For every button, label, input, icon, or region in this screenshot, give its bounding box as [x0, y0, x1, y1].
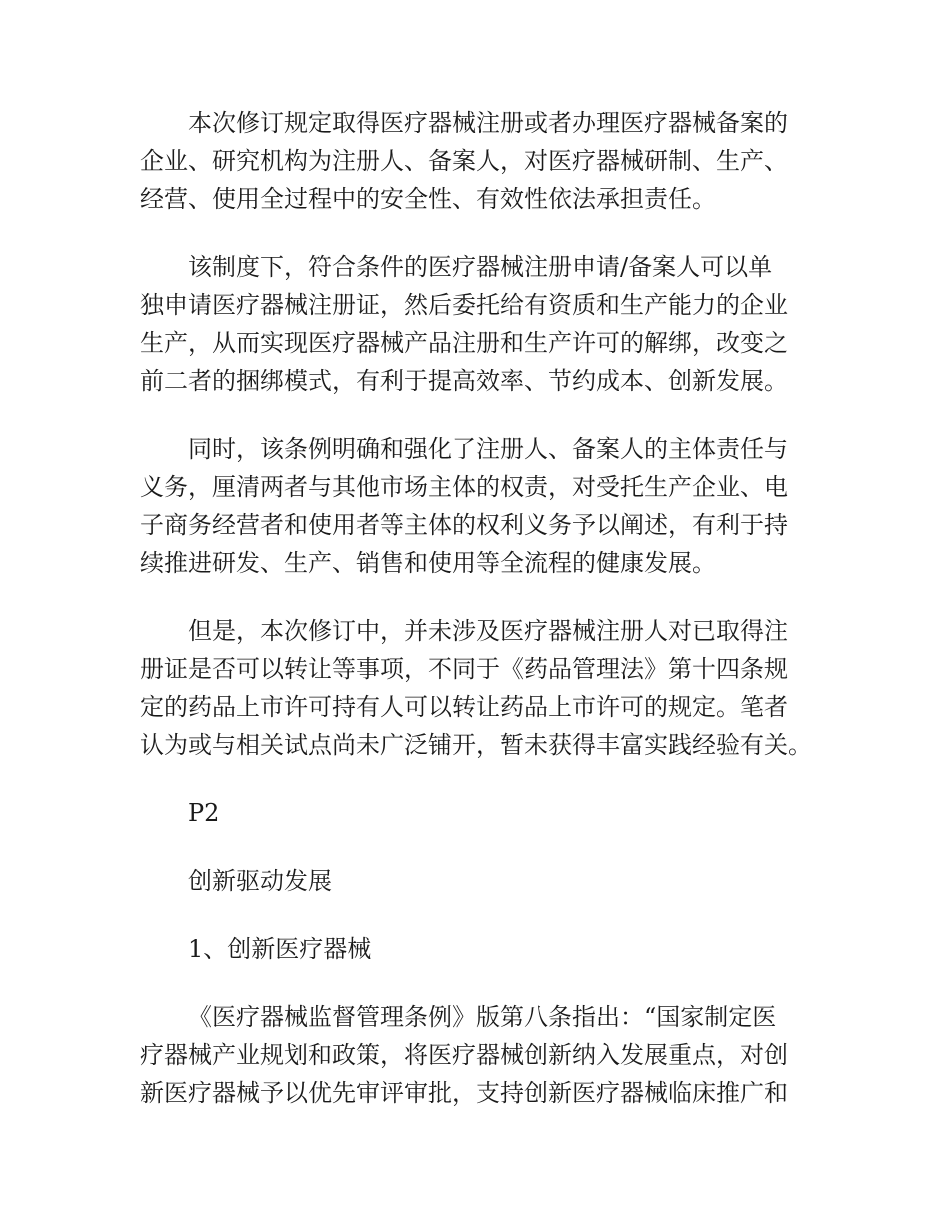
text-line: 义务，厘清两者与其他市场主体的权责，对受托生产企业、电: [140, 473, 788, 501]
section-heading: [140, 862, 820, 900]
text-line: 续推进研发、生产、销售和使用等全流程的健康发展。: [140, 549, 716, 577]
section-marker: [140, 794, 820, 832]
text-line: 企业、研究机构为注册人、备案人，对医疗器械研制、生产、: [140, 147, 788, 175]
text-line: 独申请医疗器械注册证，然后委托给有资质和生产能力的企业: [140, 291, 788, 319]
text-line: 疗器械产业规划和政策，将医疗器械创新纳入发展重点，对创: [140, 1041, 788, 1069]
text-line: 生产，从而实现医疗器械产品注册和生产许可的解绑，改变之: [140, 329, 788, 357]
text-line: 但是，本次修订中，并未涉及医疗器械注册人对已取得注: [188, 617, 788, 645]
paragraph-transfer-note: [140, 612, 820, 764]
text-line: 册证是否可以转让等事项，不同于《药品管理法》第十四条规: [140, 655, 788, 683]
paragraph-registrant-definition: [140, 104, 820, 218]
text-line: 新医疗器械予以优先审评审批，支持创新医疗器械临床推广和: [140, 1079, 788, 1107]
text-line: 经营、使用全过程中的安全性、有效性依法承担责任。: [140, 185, 716, 213]
paragraph-article-eight: [140, 998, 820, 1112]
document-body: [140, 104, 820, 1142]
text-line: 子商务经营者和使用者等主体的权利义务予以阐述，有利于持: [140, 511, 788, 539]
text-line: 定的药品上市许可持有人可以转让药品上市许可的规定。笔者: [140, 693, 788, 721]
text-line: 本次修订规定取得医疗器械注册或者办理医疗器械备案的: [188, 109, 788, 137]
subsection-heading: [140, 930, 820, 968]
text-line: 认为或与相关试点尚未广泛铺开，暂未获得丰富实践经验有关。: [140, 731, 812, 759]
text-line: 1、创新医疗器械: [188, 935, 372, 963]
text-line: 前二者的捆绑模式，有利于提高效率、节约成本、创新发展。: [140, 367, 788, 395]
paragraph-system-description: [140, 248, 820, 400]
text-line: 创新驱动发展: [188, 867, 332, 895]
paragraph-responsibilities: [140, 430, 820, 582]
text-line: 同时，该条例明确和强化了注册人、备案人的主体责任与: [188, 435, 788, 463]
text-line: 《医疗器械监督管理条例》版第八条指出：“国家制定医: [188, 1003, 777, 1031]
text-line: 该制度下，符合条件的医疗器械注册申请/备案人可以单: [188, 253, 773, 281]
text-line: P2: [188, 799, 220, 827]
